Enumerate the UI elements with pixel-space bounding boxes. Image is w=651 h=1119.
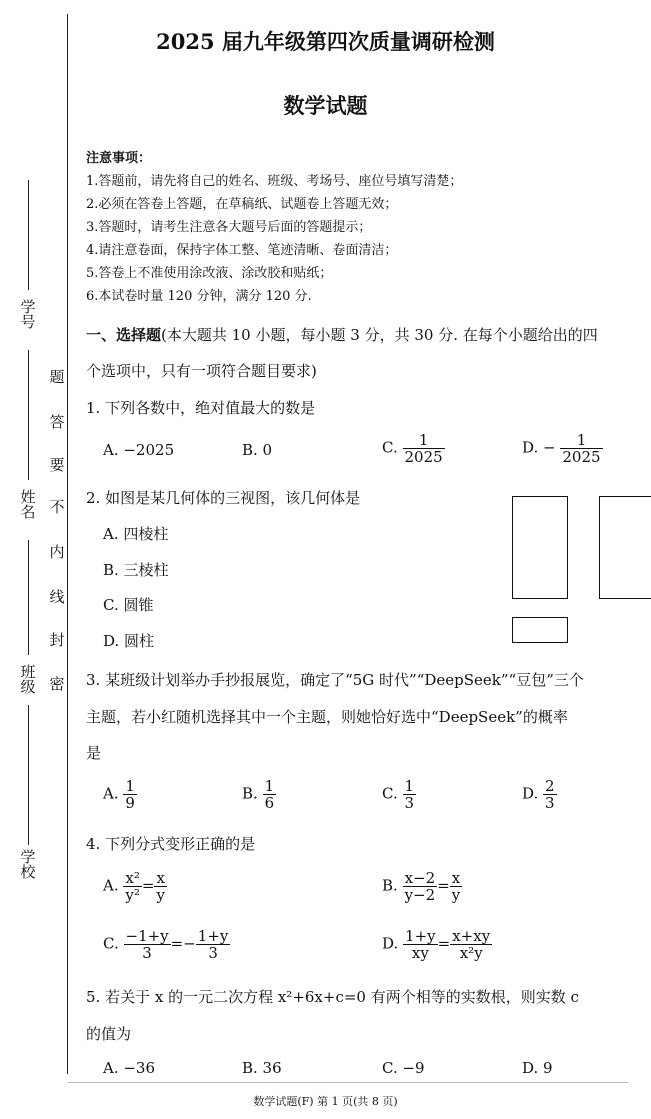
- seal-char: 答: [49, 413, 65, 431]
- numerator: −1+y: [125, 927, 169, 945]
- subject-title: 数学试题: [283, 93, 368, 118]
- option-label: D.: [382, 934, 399, 953]
- name-label: 姓 名: [20, 488, 36, 521]
- numerator: x−2: [403, 870, 438, 887]
- section-heading: [86, 324, 598, 345]
- denominator: y: [451, 886, 461, 904]
- top-view-rect: [512, 617, 568, 643]
- numerator: 1: [403, 432, 445, 449]
- q5-option-a: A. −36: [103, 1059, 156, 1077]
- question-3-line2: 主题，若小红随机选择其中一个主题，则她恰好选中“DeepSeek”的概率: [86, 708, 568, 726]
- class-line: [28, 540, 29, 655]
- fraction: [263, 778, 277, 811]
- question-5-line2: 的值为: [86, 1025, 132, 1043]
- fraction: [154, 870, 166, 903]
- section-desc: (本大题共 10 小题，每小题 3 分，共 30 分. 在每个小题给出的四: [161, 326, 598, 344]
- student-id-label: 学 号: [20, 298, 36, 331]
- q5-option-c: C. −9: [382, 1059, 425, 1077]
- numerator: 1+y: [197, 927, 229, 945]
- denominator: x²y: [459, 944, 483, 962]
- numerator: x: [154, 870, 166, 887]
- numerator: 1: [264, 777, 275, 795]
- note-item: 3.答题时，请考生注意各大题号后面的答题提示；: [86, 220, 372, 235]
- seal-char: 线: [49, 588, 65, 606]
- note-item: 6.本试卷时量 120 分钟，满分 120 分.: [86, 289, 312, 304]
- section-desc-line2: 个选项中，只有一项符合题目要求): [86, 362, 317, 380]
- q2-option-a: A. 四棱柱: [103, 525, 169, 543]
- fraction: [196, 928, 231, 961]
- footer-divider: [68, 1082, 628, 1083]
- note-item: 1.答题前，请先将自己的姓名、班级、考场号、座位号填写清楚；: [86, 174, 463, 189]
- denominator: y−2: [404, 886, 436, 904]
- question-4-stem: 4. 下列分式变形正确的是: [86, 835, 256, 853]
- seal-char: 不: [49, 498, 65, 516]
- denominator: 3: [142, 944, 152, 962]
- denominator: 3: [545, 794, 555, 812]
- option-label: C.: [382, 438, 398, 457]
- option-label: A.: [103, 784, 119, 803]
- option-label: B.: [382, 876, 398, 895]
- q4-option-c: C. $\frac{-1+y}{3}$ =− $\frac{1+y}{3}$: [103, 927, 229, 962]
- numerator: x²: [123, 870, 142, 887]
- q5-option-b: B. 36: [242, 1059, 282, 1077]
- section-title: 一、选择题: [86, 326, 162, 344]
- denominator: xy: [411, 944, 429, 962]
- q1-option-c: [382, 432, 445, 465]
- q5-option-d: D. 9: [522, 1059, 553, 1077]
- side-view-rect: [599, 496, 651, 599]
- denominator: y²: [125, 886, 140, 904]
- fraction: [450, 870, 462, 903]
- question-2-stem: 2. 如图是某几何体的三视图，该几何体是: [86, 489, 361, 507]
- q1-option-d: [522, 432, 603, 465]
- numerator: 1: [125, 777, 135, 795]
- class-label: 班 级: [20, 663, 36, 696]
- numerator: 1: [404, 777, 415, 795]
- option-label: D. −: [522, 438, 556, 457]
- seal-char: 封: [49, 631, 65, 649]
- seal-line: [67, 14, 68, 1074]
- fraction: [123, 870, 142, 903]
- student-id-line: [28, 180, 29, 290]
- option-label: C.: [382, 784, 398, 803]
- question-3-line3: 是: [86, 744, 102, 762]
- note-item: 2.必须在答卷上答题，在草稿纸、试题卷上答题无效；: [86, 197, 398, 212]
- q3-option-d: [522, 778, 557, 811]
- numerator: 1+y: [405, 927, 436, 945]
- q2-option-c: C. 圆锥: [103, 596, 154, 614]
- note-item: 4.请注意卷面，保持字体工整、笔迹清晰、卷面清洁；: [86, 243, 398, 258]
- note-item: 5.答卷上不准使用涂改液、涂改胶和贴纸；: [86, 266, 333, 281]
- denominator: 6: [264, 794, 275, 812]
- denominator: 9: [125, 794, 135, 812]
- name-line: [28, 350, 29, 480]
- notes-heading: 注意事项：: [86, 151, 152, 166]
- fraction: [403, 432, 445, 465]
- option-label: B.: [242, 784, 258, 803]
- fraction: [560, 432, 602, 465]
- q2-option-d: D. 圆柱: [103, 632, 155, 650]
- denominator: 2025: [404, 448, 443, 466]
- q4-option-a: A. $\frac{\text{x²}}{\text{y²}}$ = $\frac{x}{y}$: [103, 869, 165, 904]
- exam-title: 2025 届九年级第四次质量调研检测: [156, 29, 495, 54]
- numerator: 1: [560, 432, 602, 449]
- q1-option-b: B. 0: [242, 441, 273, 459]
- question-3-line1: 3. 某班级计划举办手抄报展览，确定了“5G 时代”“DeepSeek”“豆包”三个: [86, 671, 584, 689]
- numerator: x: [450, 870, 462, 887]
- fraction: [123, 778, 137, 811]
- option-label: A.: [103, 876, 119, 895]
- q4-option-d: D. $\frac{1+y}{xy}$ = $\frac{x+xy}{\text{x²y}}$: [382, 927, 491, 962]
- option-label: D.: [522, 784, 539, 803]
- school-line: [28, 705, 29, 845]
- numerator: x+xy: [452, 927, 491, 945]
- page-footer: 数学试题(F) 第 1 页(共 8 页): [253, 1095, 398, 1108]
- q1-option-a: A. −2025: [103, 441, 175, 459]
- q3-option-a: [103, 778, 137, 811]
- denominator: 2025: [562, 448, 601, 466]
- seal-char: 要: [49, 456, 65, 474]
- option-label: C.: [103, 934, 119, 953]
- fraction: [450, 928, 492, 961]
- q3-option-c: [382, 778, 416, 811]
- q3-option-b: [242, 778, 276, 811]
- denominator: 3: [208, 944, 218, 962]
- fraction: [124, 928, 171, 961]
- denominator: y: [156, 886, 165, 904]
- q4-option-b: B. $\frac{x-2}{y-2}$ = $\frac{x}{y}$: [382, 869, 461, 904]
- denominator: 3: [404, 794, 415, 812]
- question-1-stem: 1. 下列各数中，绝对值最大的数是: [86, 399, 316, 417]
- question-5-line1: 5. 若关于 x 的一元二次方程 x²+6x+c=0 有两个相等的实数根，则实数 c: [86, 988, 579, 1006]
- q2-option-b: B. 三棱柱: [103, 561, 169, 579]
- fraction: [403, 928, 438, 961]
- school-label: 学 校: [20, 848, 36, 881]
- seal-char: 内: [49, 543, 65, 561]
- fraction: [543, 778, 557, 811]
- fraction: [403, 870, 438, 903]
- seal-char: 题: [49, 368, 65, 386]
- fraction: [403, 778, 417, 811]
- front-view-rect: [512, 496, 568, 599]
- numerator: 2: [545, 777, 555, 795]
- seal-char: 密: [49, 675, 65, 693]
